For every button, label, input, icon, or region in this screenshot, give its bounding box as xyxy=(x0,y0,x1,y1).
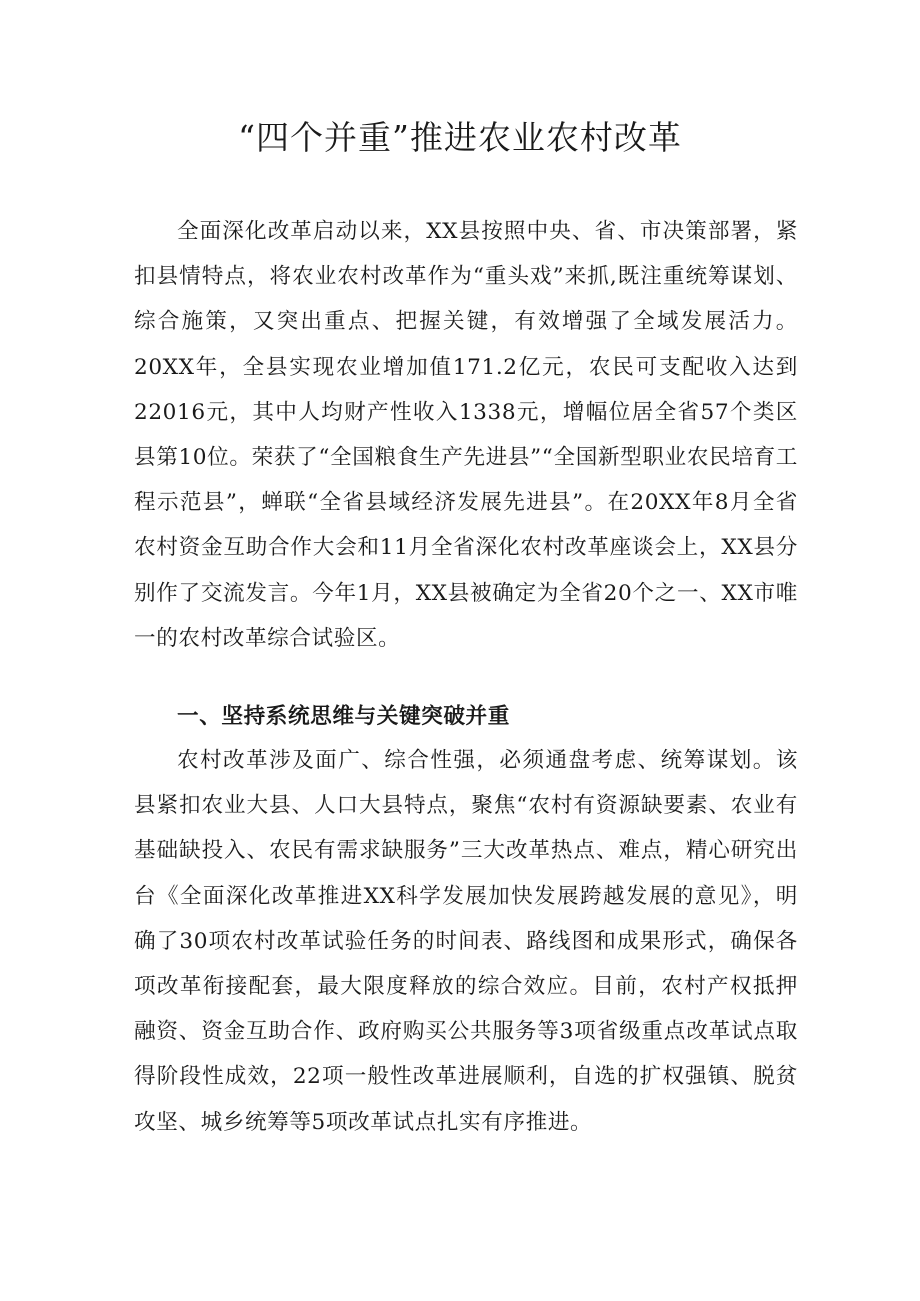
document-title: “四个并重”推进农业农村改革 xyxy=(238,118,682,157)
section-paragraph: 农村改革涉及面广、综合性强，必须通盘考虑、统筹谋划。该县紧扣农业大县、人口大县特点，聚焦“农村有资源缺要素、农业有基础缺投入、农民有需求缺服务”三大改革热点、难点，精心研究出台《全面深化改革推进XX科学发展加快发展跨越发展的意见》，明确了30项农村改革试验任务的时间表、路线图和成果形式，确保各项改革衔接配套，最大限度释放的综合效应。目前，农村产权抵押融资、资金互助合作、政府购买公共服务等3项省级重点改革试点取得阶段性成效，22项一般性改革进展顺利，自选的扩权强镇、脱贫攻坚、城乡统筹等5项改革试点扎实有序推进。 xyxy=(134,748,798,1135)
intro-paragraph: 全面深化改革启动以来，XX县按照中央、省、市决策部署，紧扣县情特点，将农业农村改革作为“重头戏”来抓,既注重统筹谋划、综合施策，又突出重点、把握关键，有效增强了全域发展活力。20XX年，全县实现农业增加值171.2亿元，农民可支配收入达到22016元，其中人均财产性收入1338元，增幅位居全省57个类区县第10位。荣获了“全国粮食生产先进县”“全国新型职业农民培育工程示范县”，蝉联“全省县域经济发展先进县”。在20XX年8月全省农村资金互助合作大会和11月全省深化农村改革座谈会上，XX县分别作了交流发言。今年1月，XX县被确定为全省20个之一、XX市唯一的农村改革综合试验区。 xyxy=(134,219,798,651)
section-heading: 一、坚持系统思维与关键突破并重 xyxy=(177,704,510,729)
